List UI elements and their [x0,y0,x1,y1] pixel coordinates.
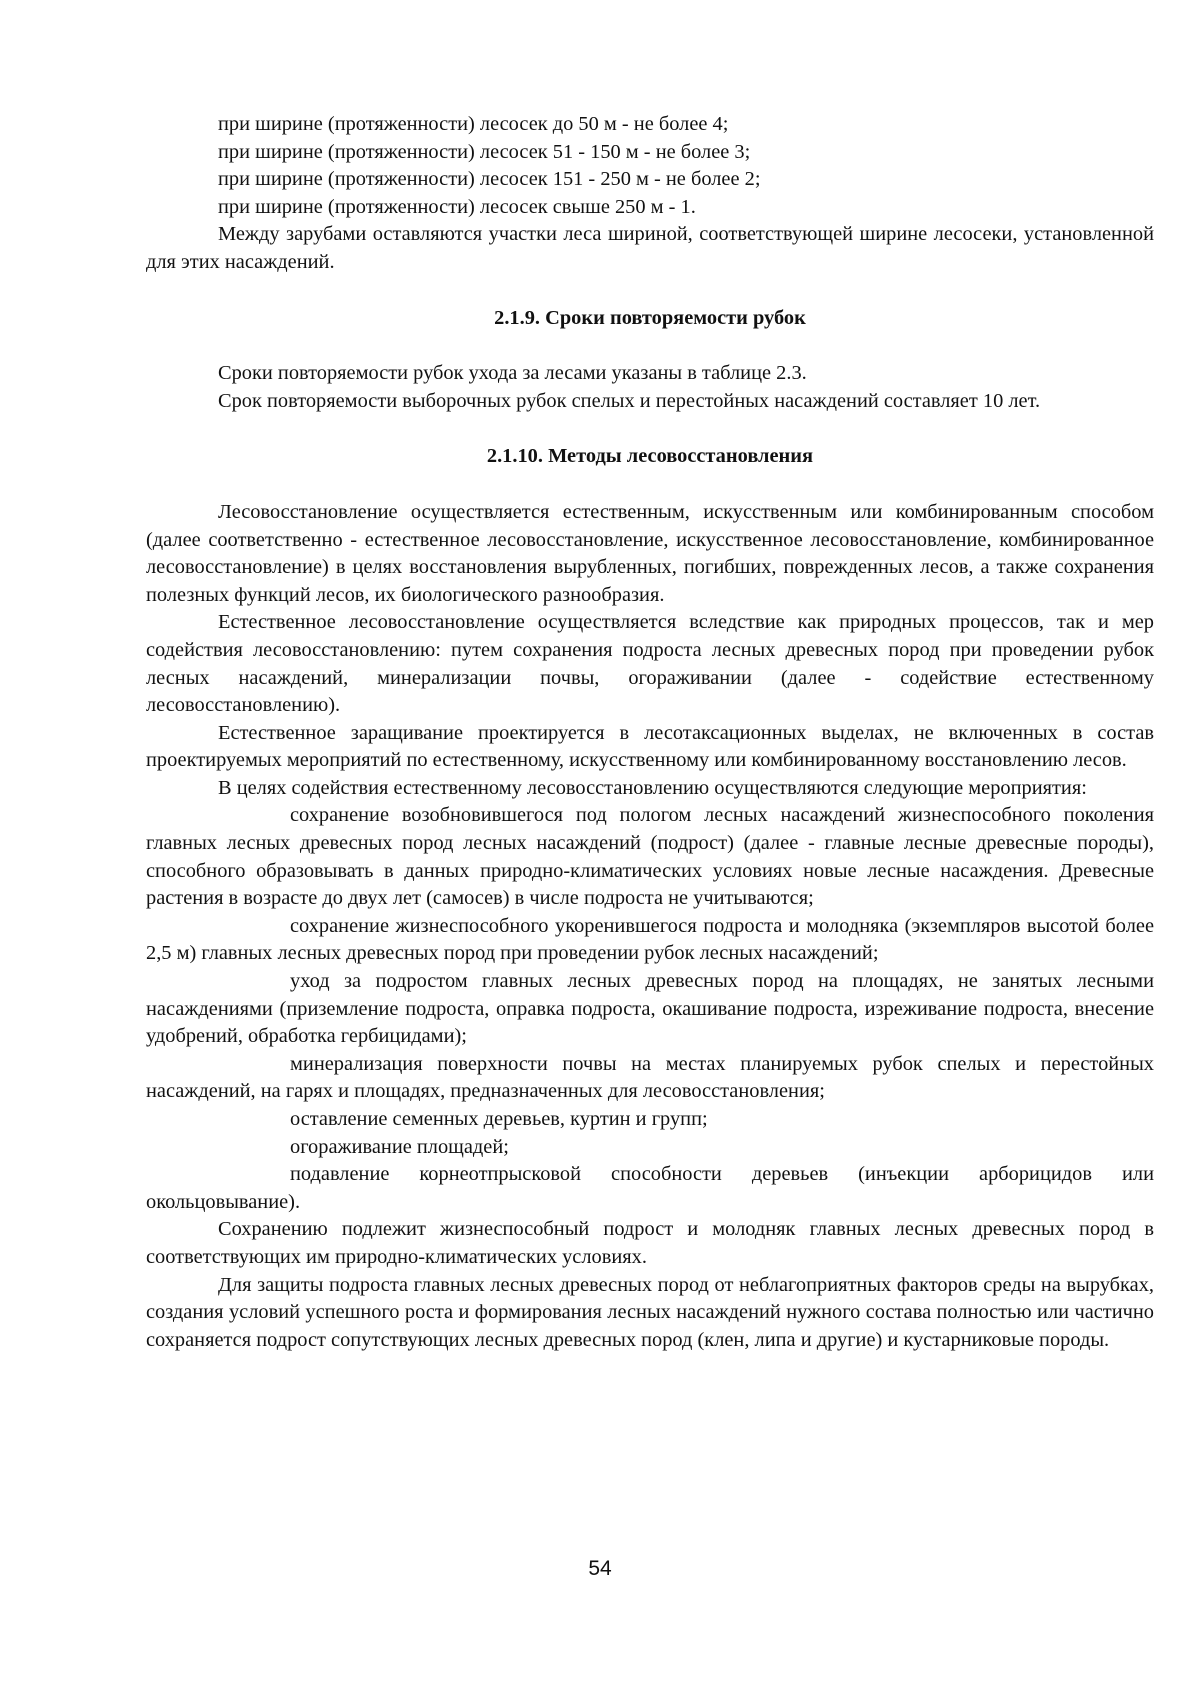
measure-item: сохранение возобновившегося под пологом лесных насаждений жизнеспособного поколения главных лесных древесных пород лесных насаждений (подрост) (далее - главные лесные древесные породы), способного образовывать в данных природно-климатических условиях новые лесные насаждения. Древесные растения в возрасте до двух лет (самосев) в числе подроста не учитываются; [146,804,1154,910]
section-heading-2-1-10: 2.1.10. Методы лесовосстановления [486,445,814,468]
measure-item: огораживание площадей; [290,1135,509,1158]
measure-item: оставление семенных деревьев, куртин и групп; [290,1108,708,1130]
page-number: 54 [588,1557,612,1580]
section-heading-2-1-9: 2.1.9. Сроки повторяемости рубок [494,306,806,329]
intro-paragraph: Между зарубами оставляются участки леса шириной, соответствующей ширине лесосеки, установленной для этих насаждений. [146,223,1154,273]
measure-item: сохранение жизнеспособного укоренившегося подроста и молодняка (экземпляров высотой более 2,5 м) главных лесных древесных пород при проведении рубок лесных насаждений; [146,914,1154,965]
paragraph: В целях содействия естественному лесовосстановлению осуществляются следующие мероприятия: [218,776,1087,799]
measure-item: уход за подростом главных лесных древесных пород на площадях, не занятых лесными насаждениями (приземление подроста, оправка подроста, окашивание подроста, изреживание подроста, внесение удобрений, обработка гербицидами); [146,970,1154,1048]
paragraph: Сроки повторяемости рубок ухода за лесами указаны в таблице 2.3. [218,362,807,385]
paragraph: Естественное заращивание проектируется в лесотаксационных выделах, не включенных в состав проектируемых мероприятий по естественному, искусственному или комбинированному восстановлению лесов. [146,721,1154,772]
paragraph: Для защиты подроста главных лесных древесных пород от неблагоприятных факторов среды на вырубках, создания условий успешного роста и формирования лесных насаждений нужного состава полностью или частично сохраняется подрост сопутствующих лесных древесных пород (клен, липа и другие) и кустарниковые породы. [146,1273,1154,1351]
paragraph: Сохранению подлежит жизнеспособный подрост и молодняк главных лесных древесных пород в соответствующих им природно-климатических условиях. [146,1218,1154,1268]
measure-item: минерализация поверхности почвы на местах планируемых рубок спелых и перестойных насаждений, на гарях и площадях, предназначенных для лесовосстановления; [146,1052,1154,1103]
intro-line: при ширине (протяженности) лесосек 151 - 250 м - не более 2; [218,168,761,191]
measure-item: подавление корнеотпрысковой способности деревьев (инъекции арборицидов или окольцовывание). [146,1163,1154,1213]
intro-line: при ширине (протяженности) лесосек свыше 250 м - 1. [218,195,696,218]
paragraph: Срок повторяемости выборочных рубок спелых и перестойных насаждений составляет 10 лет. [218,389,1041,412]
paragraph: Естественное лесовосстановление осуществляется вследствие как природных процессов, так и мер содействия лесовосстановлению: путем сохранения подроста лесных древесных пород при проведении рубок лесных насаждений, минерализации почвы, огораживании (далее - содействие естественному лесовосстановлению). [146,611,1154,717]
intro-line: при ширине (протяженности) лесосек до 50 м - не более 4; [218,113,729,135]
paragraph: Лесовосстановление осуществляется естественным, искусственным или комбинированным способом (далее соответственно - естественное лесовосстановление, искусственное лесовосстановление, комбинированное лесовосстановление) в целях восстановления вырубленных, погибших, поврежденных лесов, а также сохранения полезных функций лесов, их биологического разнообразия. [146,500,1154,606]
page-content [146,111,1154,1354]
intro-line: при ширине (протяженности) лесосек 51 - 150 м - не более 3; [218,140,751,163]
